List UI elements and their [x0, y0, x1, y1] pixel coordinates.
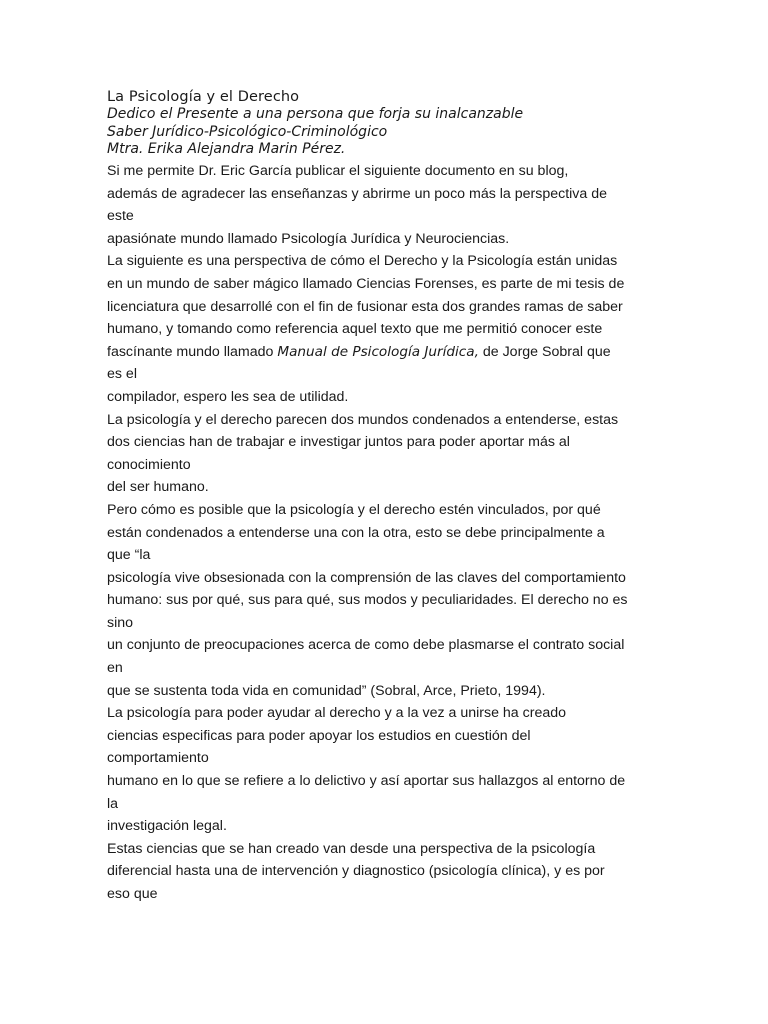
- body-line: humano, y tomando como referencia aquel texto que me permitió conocer este: [107, 321, 603, 338]
- body-line: que “la: [107, 547, 151, 564]
- body-line: licenciatura que desarrollé con el fin de fusionar esta dos grandes ramas de saber: [107, 298, 623, 315]
- body-line: apasiónate mundo llamado Psicología Jurídica y Neurociencias.: [107, 230, 510, 247]
- body-line: ciencias especificas para poder apoyar los estudios en cuestión del: [107, 727, 531, 744]
- body-line: del ser humano.: [107, 479, 209, 496]
- body-text: fascínante mundo llamado: [107, 343, 278, 360]
- dedication-author: Mtra. Erika Alejandra Marin Pérez.: [107, 141, 346, 157]
- document-body: [107, 160, 667, 906]
- body-line: este: [107, 208, 134, 225]
- body-line: es el: [107, 366, 137, 383]
- body-line: dos ciencias han de trabajar e investigar juntos para poder aportar más al: [107, 434, 570, 451]
- body-line: sino: [107, 614, 134, 631]
- dedication-line: Dedico el Presente a una persona que forja su inalcanzable: [107, 106, 524, 122]
- body-line: están condenados a entenderse una con la otra, esto se debe principalmente a: [107, 524, 605, 541]
- body-line: en: [107, 660, 123, 677]
- document-header: [107, 88, 667, 159]
- book-title: Manual de Psicología Jurídica,: [277, 343, 479, 360]
- body-line: Si me permite Dr. Eric García publicar el siguiente documento en su blog,: [107, 163, 569, 179]
- body-line: conocimiento: [107, 456, 191, 473]
- body-line: humano: sus por qué, sus para qué, sus modos y peculiaridades. El derecho no es: [107, 592, 628, 609]
- body-line: Pero cómo es posible que la psicología y el derecho estén vinculados, por qué: [107, 501, 601, 518]
- body-line: Estas ciencias que se han creado van desde una perspectiva de la psicología: [107, 840, 596, 857]
- body-line: eso que: [107, 886, 158, 902]
- body-line: que se sustenta toda vida en comunidad” (Sobral, Arce, Prieto, 1994).: [107, 682, 546, 699]
- body-line: un conjunto de preocupaciones acerca de como debe plasmarse el contrato social: [107, 637, 625, 654]
- body-line: además de agradecer las enseñanzas y abrirme un poco más la perspectiva de: [107, 185, 607, 202]
- body-line: psicología vive obsesionada con la comprensión de las claves del comportamiento: [107, 569, 626, 586]
- body-line: compilador, espero les sea de utilidad.: [107, 388, 349, 405]
- body-line: diferencial hasta una de intervención y diagnostico (psicología clínica), y es por: [107, 863, 605, 880]
- body-text: de Jorge Sobral que: [478, 343, 611, 360]
- body-line: en un mundo de saber mágico llamado Ciencias Forenses, es parte de mi tesis de: [107, 275, 625, 292]
- body-line-with-book-title: [107, 341, 667, 364]
- body-line: La siguiente es una perspectiva de cómo el Derecho y la Psicología están unidas: [107, 253, 618, 270]
- dedication-line: Saber Jurídico-Psicológico-Criminológico: [107, 123, 388, 140]
- body-line: La psicología y el derecho parecen dos mundos condenados a entenderse, estas: [107, 411, 619, 428]
- body-line: La psicología para poder ayudar al derecho y a la vez a unirse ha creado: [107, 705, 567, 722]
- document-title: La Psicología y el Derecho: [107, 89, 300, 105]
- body-line: la: [107, 795, 119, 812]
- body-line: humano en lo que se refiere a lo delictivo y así aportar sus hallazgos al entorno de: [107, 773, 626, 790]
- body-line: investigación legal.: [107, 818, 227, 835]
- body-line: comportamiento: [107, 750, 209, 767]
